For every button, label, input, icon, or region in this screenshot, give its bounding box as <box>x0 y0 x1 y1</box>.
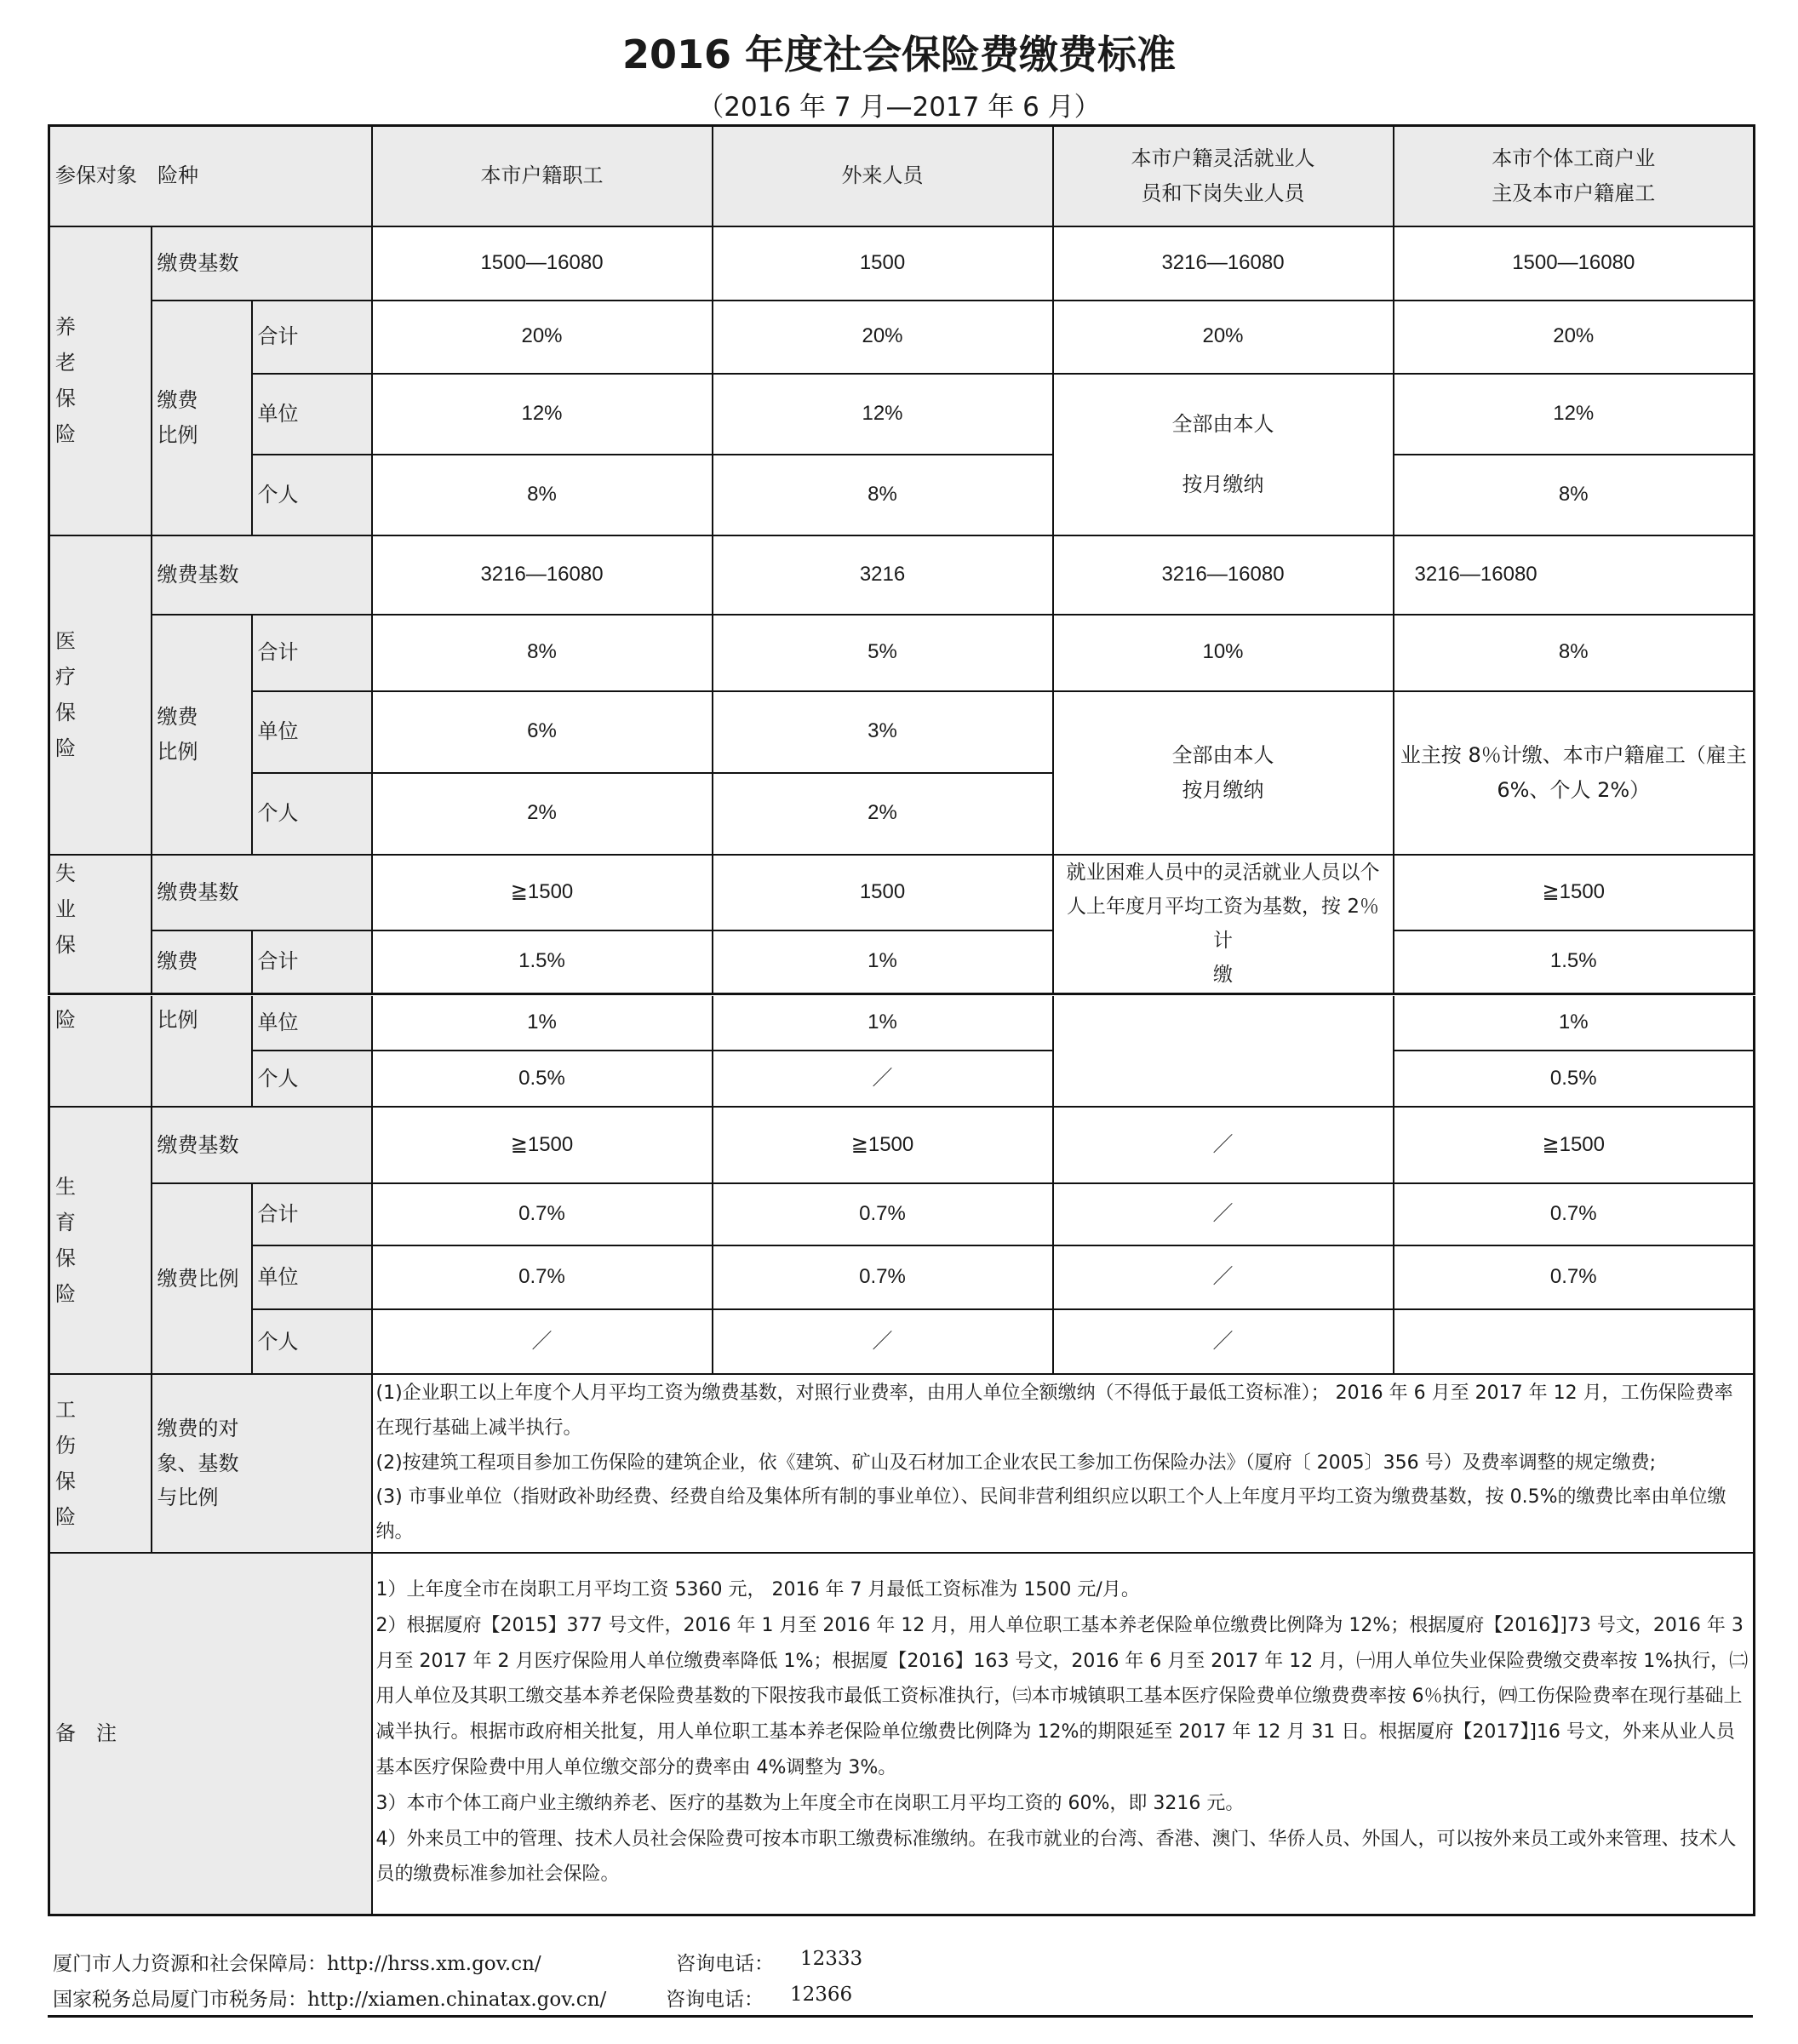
medical-flexible-note <box>1053 691 1394 855</box>
maternity-label-char: 保 <box>55 1246 76 1270</box>
unemployment-total-migrant: 1% <box>713 930 1053 993</box>
medical-unit-local: 6% <box>372 691 713 773</box>
medical-unit-label: 单位 <box>252 691 372 773</box>
unemployment-personal-local: 0.5% <box>372 1051 713 1107</box>
medical-total-self: 8% <box>1394 615 1755 691</box>
maternity-total-label: 合计 <box>252 1183 372 1245</box>
injury-criteria-label <box>152 1374 372 1553</box>
injury-criteria-line2: 象、基数 <box>157 1451 239 1475</box>
unemployment-total-row <box>49 930 1755 993</box>
maternity-base-label: 缴费基数 <box>152 1107 372 1183</box>
unemployment-total-self: 1.5% <box>1394 930 1755 993</box>
unemployment-personal-self: 0.5% <box>1394 1051 1755 1107</box>
footer-org-tax: 国家税务总局厦门市税务局：http://xiamen.chinatax.gov.cn/ <box>53 1989 607 2011</box>
remarks-label: 备 注 <box>49 1553 372 1915</box>
maternity-label-char: 险 <box>55 1282 76 1306</box>
pension-base-self: 1500—16080 <box>1394 226 1755 301</box>
pension-unit-self: 12% <box>1394 374 1755 455</box>
unemployment-flexible-line2: 人上年度月平均工资为基数，按 2％计 <box>1067 895 1379 952</box>
pension-label <box>49 226 152 535</box>
header-self-employed <box>1394 126 1755 226</box>
maternity-label-char: 育 <box>55 1211 76 1234</box>
maternity-total-flexible: ／ <box>1053 1183 1394 1245</box>
unemployment-flexible-line1: 就业困难人员中的灵活就业人员以个 <box>1066 861 1380 884</box>
maternity-base-local: ≧1500 <box>372 1107 713 1183</box>
medical-flexible-line1: 全部由本人 <box>1171 742 1274 767</box>
unemployment-ratio-label: 比例 <box>152 996 252 1107</box>
pension-total-local: 20% <box>372 301 713 374</box>
pension-flexible-note <box>1053 374 1394 535</box>
pension-base-flexible: 3216—16080 <box>1053 226 1394 301</box>
medical-personal-local: 2% <box>372 773 713 855</box>
unemployment-label-char: 保 <box>55 932 76 957</box>
medical-total-migrant: 5% <box>713 615 1053 691</box>
unemployment-flexible-line3: 缴 <box>1213 964 1234 987</box>
unemployment-base-self: ≧1500 <box>1394 855 1755 931</box>
maternity-unit-flexible: ／ <box>1053 1245 1394 1309</box>
pension-personal-row <box>49 455 1755 535</box>
pension-unit-label: 单位 <box>252 374 372 455</box>
medical-personal-migrant: 2% <box>713 773 1053 855</box>
remark-item-4: 4）外来员工中的管理、技术人员社会保险费可按本市职工缴费标准缴纳。在我市就业的台湾、香港、澳门、华侨人员、外国人，可以按外来员工或外来管理、技术人员的缴费标准参加社会保险。 <box>375 1828 1737 1886</box>
page-subtitle: （2016 年 7 月—2017 年 6 月） <box>697 92 1101 123</box>
pension-total-self: 20% <box>1394 301 1755 374</box>
unemployment-label-top <box>49 855 152 994</box>
unemployment-label-char: 失 <box>55 861 76 885</box>
medical-self-note-line1: 业主按 8％计缴、本市户籍雇工（雇主 <box>1400 742 1747 767</box>
pension-personal-self: 8% <box>1394 455 1755 535</box>
maternity-personal-flexible: ／ <box>1053 1309 1394 1374</box>
maternity-unit-local: 0.7% <box>372 1245 713 1309</box>
pension-personal-local: 8% <box>372 455 713 535</box>
ratio-label-line2: 比例 <box>157 422 198 447</box>
remarks-content <box>372 1553 1755 1915</box>
page-title: 2016 年度社会保险费缴费标准 <box>621 31 1177 77</box>
remarks-row <box>49 1553 1755 1915</box>
header-flexible-line1: 本市户籍灵活就业人 <box>1131 146 1315 170</box>
unemployment-unit-migrant: 1% <box>713 996 1053 1051</box>
unemployment-fee-label: 缴费 <box>152 930 252 993</box>
insurance-table-part1 <box>48 124 1755 995</box>
maternity-total-self: 0.7% <box>1394 1183 1755 1245</box>
medical-self-note-line2: 6%、个人 2%） <box>1497 777 1651 802</box>
pension-personal-migrant: 8% <box>713 455 1053 535</box>
maternity-base-migrant: ≧1500 <box>713 1107 1053 1183</box>
header-migrant-workers: 外来人员 <box>713 126 1053 226</box>
unemployment-base-row <box>49 855 1755 931</box>
medical-flexible-line2: 按月缴纳 <box>1182 777 1264 802</box>
unemployment-flexible-note <box>1053 855 1394 994</box>
medical-base-self: 3216—16080 <box>1394 535 1755 615</box>
footer-org-hrss: 厦门市人力资源和社会保障局：http://hrss.xm.gov.cn/ <box>53 1953 541 1975</box>
header-self-line1: 本市个体工商户业 <box>1492 146 1656 170</box>
maternity-total-local: 0.7% <box>372 1183 713 1245</box>
pension-label-char: 险 <box>55 422 76 446</box>
footer-phone-1: 12333 <box>800 1948 863 1970</box>
injury-criteria-line1: 缴费的对 <box>157 1416 239 1440</box>
maternity-personal-migrant: ／ <box>713 1309 1053 1374</box>
unemployment-flexible-empty <box>1053 996 1394 1107</box>
unemployment-total-local: 1.5% <box>372 930 713 993</box>
unemployment-total-label: 合计 <box>252 930 372 993</box>
medical-total-label: 合计 <box>252 615 372 691</box>
medical-total-row <box>49 615 1755 691</box>
maternity-personal-label: 个人 <box>252 1309 372 1374</box>
injury-label-char: 保 <box>55 1469 76 1493</box>
remark-item-2: 2）根据厦府【2015】377 号文件，2016 年 1 月至 2016 年 12 月，用人单位职工基本养老保险单位缴费比例降为 12%；根据厦府【2016】]73 号文，2016 年 3 月至 2017 年 2 月医疗保险用人单位缴费率降低 1%；根据厦【2016】163 号文，2016 年 6 月至 2017 年 12 月，㈠用人单位失业保险费缴交费率按 1%执行，㈡用人单位及其职工缴交基本养老保险费基数的下限按我市最低工资标准执行，㈢本市城镇职工基本医疗保险费单位缴费费率按 6％执行，㈣工伤保险费率在现行基础上减半执行。根据市政府相关批复，用人单位职工基本养老保险单位缴费比例降为 12%的期限延至 2017 年 12 月 31 日。根据厦府【2017】]16 号文，外来从业人员基本医疗保险费中用人单位缴交部分的费率由 4%调整为 3%。 <box>375 1614 1749 1778</box>
unemployment-personal-row <box>49 1051 1755 1107</box>
medical-base-local: 3216—16080 <box>372 535 713 615</box>
unemployment-base-local: ≧1500 <box>372 855 713 931</box>
injury-row <box>49 1374 1755 1553</box>
unemployment-unit-local: 1% <box>372 996 713 1051</box>
medical-personal-label: 个人 <box>252 773 372 855</box>
maternity-total-row <box>49 1183 1755 1245</box>
injury-text-2: (2)按建筑工程项目参加工伤保险的建筑企业，依《建筑、矿山及石材加工企业农民工参加工伤保险办法》（厦府〔 2005〕356 号）及费率调整的规定缴费; <box>375 1451 1657 1474</box>
injury-criteria-line3: 与比例 <box>157 1486 219 1510</box>
unemployment-unit-label: 单位 <box>252 996 372 1051</box>
medical-label <box>49 535 152 855</box>
maternity-base-self: ≧1500 <box>1394 1107 1755 1183</box>
pension-label-char: 保 <box>55 386 76 410</box>
unemployment-label-bottom: 险 <box>49 996 152 1107</box>
pension-total-migrant: 20% <box>713 301 1053 374</box>
medical-base-row <box>49 535 1755 615</box>
pension-unit-local: 12% <box>372 374 713 455</box>
medical-unit-row <box>49 691 1755 773</box>
ratio-label-line1: 缴费 <box>157 387 198 412</box>
medical-base-label: 缴费基数 <box>152 535 372 615</box>
header-flexible-line2: 员和下岗失业人员 <box>1141 180 1305 205</box>
unemployment-base-migrant: 1500 <box>713 855 1053 931</box>
medical-base-migrant: 3216 <box>713 535 1053 615</box>
maternity-personal-self <box>1394 1309 1755 1374</box>
medical-total-flexible: 10% <box>1053 615 1394 691</box>
injury-label <box>49 1374 152 1553</box>
footer-phone-label-2: 咨询电话： <box>666 1989 764 2011</box>
insurance-table-part2 <box>48 996 1755 1916</box>
maternity-unit-migrant: 0.7% <box>713 1245 1053 1309</box>
maternity-personal-row <box>49 1309 1755 1374</box>
pension-label-char: 老 <box>55 351 76 375</box>
unemployment-personal-label: 个人 <box>252 1051 372 1107</box>
medical-self-note <box>1394 691 1755 855</box>
injury-text-3: (3) 市事业单位（指财政补助经费、经费自给及集体所有制的事业单位）、民间非营利组织应以职工个人上年度月平均工资为缴费基数，按 0.5%的缴费比率由单位缴纳。 <box>375 1486 1726 1543</box>
maternity-base-flexible: ／ <box>1053 1107 1394 1183</box>
header-row <box>49 126 1755 226</box>
unemployment-unit-row <box>49 996 1755 1051</box>
pension-base-local: 1500—16080 <box>372 226 713 301</box>
pension-flexible-line1: 全部由本人 <box>1171 411 1274 436</box>
pension-unit-migrant: 12% <box>713 374 1053 455</box>
injury-label-char: 险 <box>55 1505 76 1529</box>
remark-item-1: 1）上年度全市在岗职工月平均工资 5360 元， 2016 年 7 月最低工资标准为 1500 元/月。 <box>375 1579 1140 1600</box>
injury-label-char: 工 <box>55 1398 76 1422</box>
maternity-unit-row <box>49 1245 1755 1309</box>
maternity-unit-self: 0.7% <box>1394 1245 1755 1309</box>
maternity-label <box>49 1107 152 1374</box>
header-self-line2: 主及本市户籍雇工 <box>1492 180 1656 205</box>
header-corner: 参保对象 险种 <box>49 126 372 226</box>
footer-phone-label-1: 咨询电话： <box>676 1953 774 1975</box>
ratio-label-line1: 缴费 <box>157 704 198 729</box>
pension-total-row <box>49 301 1755 374</box>
pension-total-flexible: 20% <box>1053 301 1394 374</box>
maternity-label-char: 生 <box>55 1175 76 1199</box>
medical-ratio-label <box>152 615 252 855</box>
medical-label-char: 疗 <box>55 665 76 689</box>
injury-label-char: 伤 <box>55 1434 76 1457</box>
maternity-total-migrant: 0.7% <box>713 1183 1053 1245</box>
pension-base-migrant: 1500 <box>713 226 1053 301</box>
medical-base-flexible: 3216—16080 <box>1053 535 1394 615</box>
header-flexible-employed <box>1053 126 1394 226</box>
unemployment-base-label: 缴费基数 <box>152 855 372 931</box>
pension-base-label: 缴费基数 <box>152 226 372 301</box>
pension-flexible-line2: 按月缴纳 <box>1182 472 1264 496</box>
pension-personal-label: 个人 <box>252 455 372 535</box>
remark-item-3: 3）本市个体工商户业主缴纳养老、医疗的基数为上年度全市在岗职工月平均工资的 60%，即 3216 元。 <box>375 1792 1245 1814</box>
medical-unit-migrant: 3% <box>713 691 1053 773</box>
unemployment-unit-self: 1% <box>1394 996 1755 1051</box>
header-local-employees: 本市户籍职工 <box>372 126 713 226</box>
pension-ratio-label <box>152 301 252 535</box>
unemployment-personal-migrant: ／ <box>713 1051 1053 1107</box>
medical-label-char: 医 <box>55 629 76 653</box>
maternity-personal-local: ／ <box>372 1309 713 1374</box>
unemployment-label-char: 业 <box>55 896 76 921</box>
ratio-label-line2: 比例 <box>157 739 198 764</box>
medical-label-char: 保 <box>55 701 76 724</box>
maternity-base-row <box>49 1107 1755 1183</box>
footer-divider <box>48 2015 1753 2018</box>
injury-details <box>372 1374 1755 1553</box>
pension-label-char: 养 <box>55 315 76 339</box>
maternity-unit-label: 单位 <box>252 1245 372 1309</box>
injury-text-1: (1)企业职工以上年度个人月平均工资为缴费基数，对照行业费率，由用人单位全额缴纳（不得低于最低工资标准）； 2016 年 6 月至 2017 年 12 月，工伤保险费率在现行基础上减半执行。 <box>375 1383 1733 1439</box>
medical-total-local: 8% <box>372 615 713 691</box>
footer-phone-2: 12366 <box>790 1984 853 2006</box>
medical-label-char: 险 <box>55 736 76 760</box>
maternity-ratio-label: 缴费比例 <box>152 1183 252 1374</box>
pension-total-label: 合计 <box>252 301 372 374</box>
pension-base-row <box>49 226 1755 301</box>
pension-unit-row <box>49 374 1755 455</box>
